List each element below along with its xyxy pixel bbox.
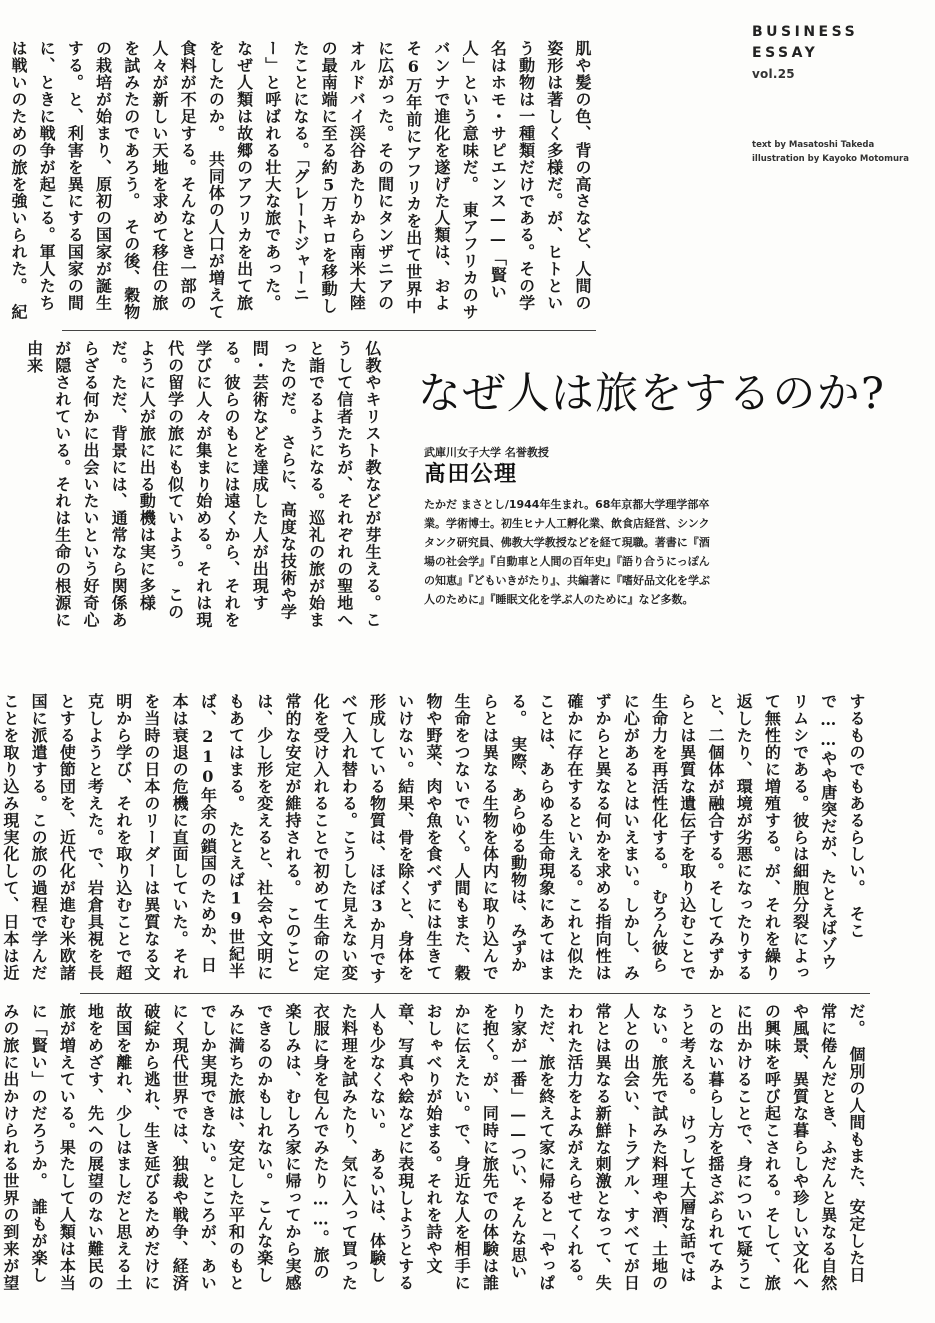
article-text-1: 肌や髪の色、背の高さなど、人間の姿形は著しく多様だ。が、ヒトという動物は一種類だけである。その学名はホモ・サピエンス——「賢い人」という意味だ。 東アフリカのサバンナで進化を遂げた人類は、およそ6万年前にアフリカを出て世界中に広がった。その間にタンザニアのオルドバイ渓谷あたりから南米大陸の最南端に至る約5万キロを移動したことになる。「グレートジャーニー」と呼ばれる壮大な旅であった。 なぜ人類は故郷のアフリカを出て旅をしたのか。 共同体の人口が増えて食料が不足する。そんなとき一部の人々が新しい天地を求めて移住の旅を試みたのであろう。 その後、穀物の栽培が始まり、原初の国家が誕生する。と、利害を異にする国家の間に、ときに戦争が起こる。軍人たちは戦いのための旅を強いられた。 紀 [8,40,592,321]
article-block-1 [8,40,596,322]
credits [752,138,909,166]
author-bio-text: たかだ まさとし/1944年生まれ。68年京都大学理学部卒業。学術博士。初生ヒナ人工孵化業、飲食店経営、シンクタンク研究員、佛教大学教授などを経て現職。著書に『酒場の社会学』『自動車と人間の百年史』『語り合うにっぽんの知恵』『どもいきがたり』、共編著に『嗜好品文化を学ぶ人のために』『睡眠文化を学ぶ人のために』など多数。 [424,498,710,606]
series-label-line2: ESSAY [752,45,819,61]
article-block-3 [0,693,870,985]
series-header [752,22,858,81]
article-block-4 [0,1003,870,1295]
article-text-3: するものでもあるらしい。 そこで……やや唐突だが、たとえばゾウリムシである。彼らは細胞分裂によって無性的に増殖する。が、それを繰り返したり、環境が劣悪になったりすると、二個体が融合する。そしてみずからとは異質な遺伝子を取り込むことで生命力を再活性化する。 むろん彼らに心があるとはいえまい。しかし、みずからと異なる何かを求める指向性は確かに存在するといえる。これと似たことは、あらゆる生命現象にあてはまる。 実際、あらゆる動物は、みずからとは異なる生物を体内に取り込んで生命をつないでいく。人間もまた、穀物や野菜、肉や魚を食べずには生きていけない。結果、骨を除くと、身体を形成している物質は、ほぼ3か月ですべて入れ替わる。こうした見えない変化を受け入れることで初めて生命の定常的な安定が維持される。 このことは、少し形を変えると、社会や文明にもあてはまる。 たとえば19世紀半ば、210年余の鎖国のためか、日本は衰退の危機に直面していた。それを当時の日本のリーダーは異質なる文明から学び、それを取り込むことで超克しようと考えた。で、岩倉具視を長とする使節団を、近代化が進む米欧諸国に派遣する。この旅の過程で学んだことを取り込み現実化して、日本は近 [0,693,866,985]
text-credit: text by Masatoshi Takeda [752,140,875,150]
author-affiliation: 武庫川女子大学 名誉教授 [424,446,549,459]
illustration-credit: illustration by Kayoko Motomura [752,154,909,164]
article-block-2 [24,340,386,630]
article-title: なぜ人は旅をするのか? [418,369,886,419]
divider-top [62,330,596,331]
author-bio [424,495,714,609]
author-name: 髙田公理 [424,462,518,487]
series-label-line1: BUSINESS [752,24,859,40]
divider-bottom [80,993,870,994]
article-text-2: 仏教やキリスト教などが芽生える。こうして信者たちが、それぞれの聖地へと詣でるようになる。巡礼の旅が始まったのだ。 さらに、高度な技術や学問・芸術などを達成した人が出現する。彼らのもとには遠くから、それを学びに人々が集まり始める。それは現代の留学の旅にも似ていよう。 このように人が旅に出る動機は実に多様だ。ただ、背景には、通常なら関係あらざる何かに出会いたいという好奇心が隠されている。それは生命の根源に由来 [24,340,382,629]
volume-number: vol.25 [752,67,795,81]
article-text-4: だ。 個別の人間もまた、安定した日常に倦んだとき、ふだんと異なる自然や風景、異質な暮らしや珍しい文化への興味を呼び起こされる。そして、旅に出かけることで、身について疑うことのない暮らし方を揺さぶられてみようと考える。 けっして大層な話ではない。旅先で試みた料理や酒、土地の人との出会い、トラブル、すべてが日常とは異なる新鮮な刺激となって、失われた活力をよみがえらせてくれる。 ただ、旅を終えて家に帰ると「やっぱり家が一番」——つい、そんな思いを抱く。が、同時に旅先での体験は誰かに伝えたい。で、身近な人を相手におしゃべりが始まる。それを詩や文章、写真や絵などに表現しようとする人も少なくない。 あるいは、体験した料理を試みたり、気に入って買った衣服に身を包んでみたり……。旅の楽しみは、むしろ家に帰ってから実感できるのかもしれない。 こんな楽しみに満ちた旅は、安定した平和のもとでしか実現できない。ところが、あいにく現代世界では、独裁や戦争、経済破綻から逃れ、生き延びるためだけに故国を離れ、少しはましだと思える土地をめざす、先への展望のない難民の旅が増えている。果たして人類は本当に「賢い」のだろうか。 誰もが楽しみの旅に出かけられる世界の到来が望 [0,1003,866,1292]
